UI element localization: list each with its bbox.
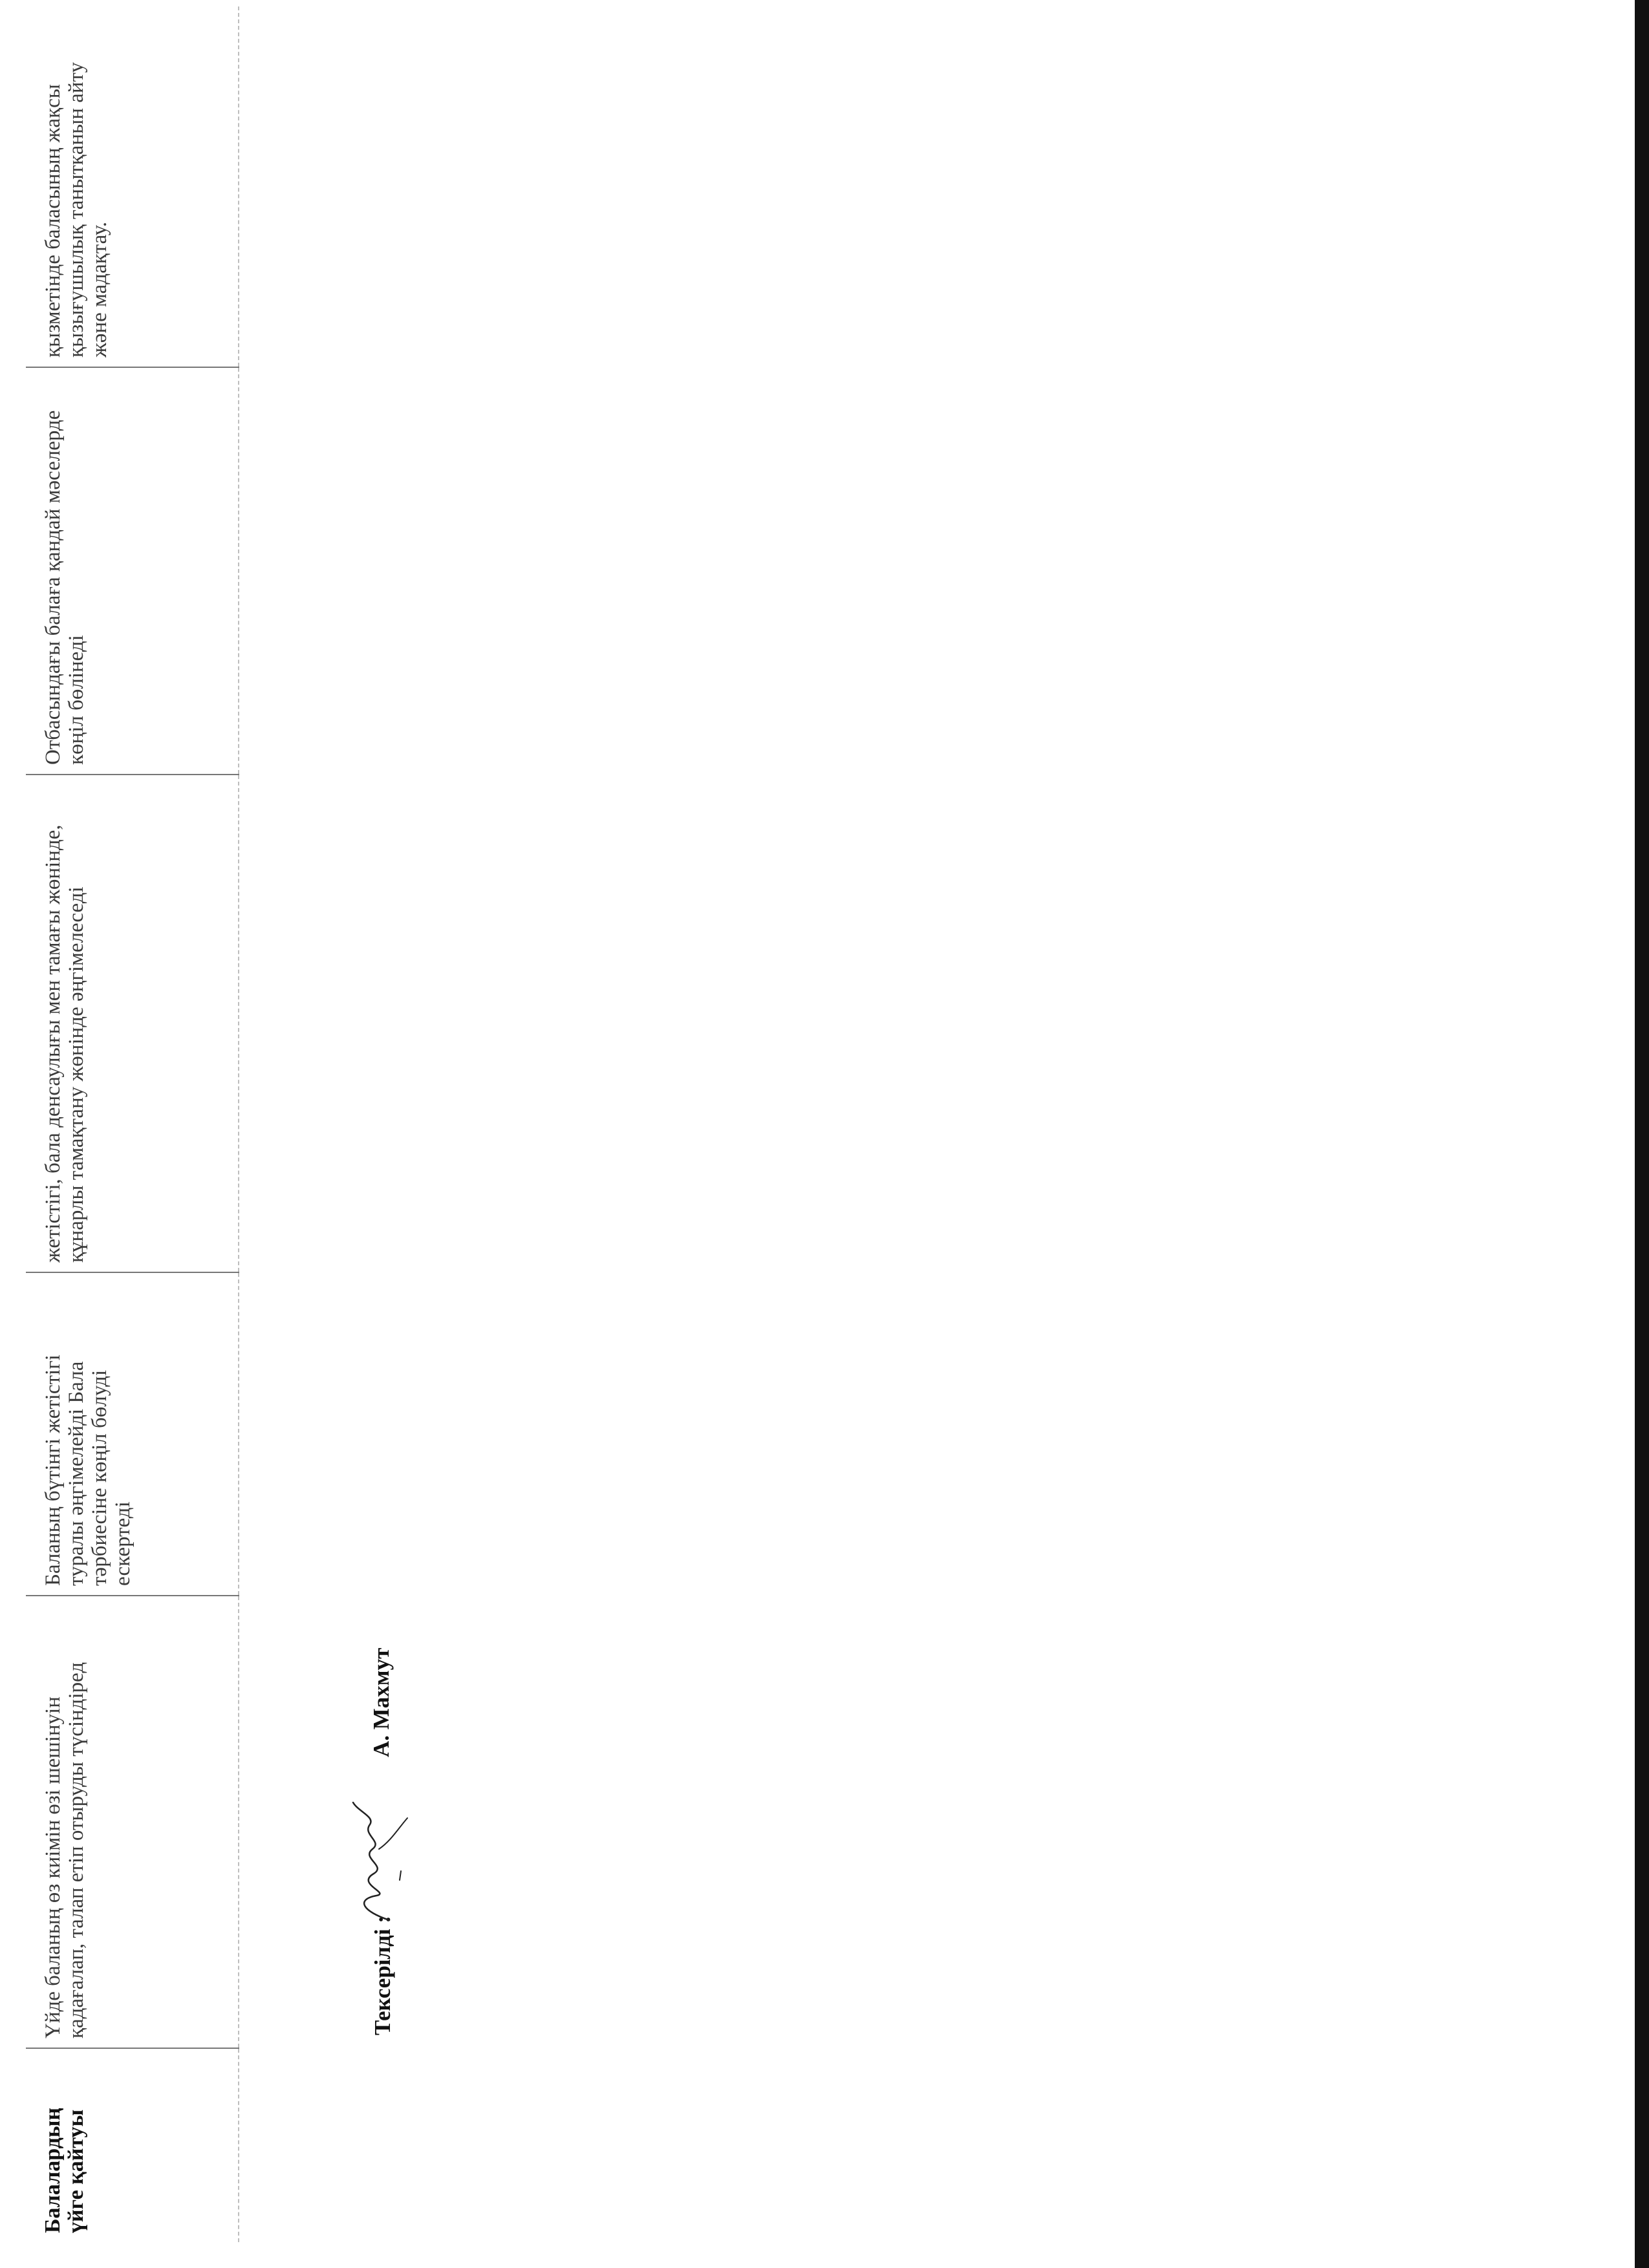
table-row xyxy=(26,6,239,2242)
handwritten-signature xyxy=(336,1790,414,1925)
schedule-table xyxy=(26,6,239,2242)
checked-by-label: Тексерілді : xyxy=(370,1916,395,2035)
table-cell: Үйде баланың өз киімін өзі шешінуін қадағалап, талап етіп отыруды түсіндіред xyxy=(26,1596,239,2048)
table-cell: жетістігі, бала денсаулығы мен тамағы жөнінде, құнарлы тамақтану жөнінде әңгімелеседі xyxy=(26,775,239,1272)
table-cell: Баланың бүтінгі жетістігі туралы әңгімелейді Бала тәрбиесіне көңіл бөлуді ескертеді xyxy=(26,1272,239,1596)
row-label-cell: Балалардың үйге қайтуы xyxy=(26,2048,239,2242)
table-cell: Отбасындағы балаға қандай мәселерде көңіл бөлінеді xyxy=(26,367,239,775)
table-cell: қызметінде баласының жақсы қызығушылық танытқанын айту және мадақтау. xyxy=(26,6,239,367)
scan-edge-bar xyxy=(1635,0,1649,2268)
approval-block xyxy=(336,1389,427,2035)
signer-name: А. Махмут xyxy=(369,1647,394,1757)
